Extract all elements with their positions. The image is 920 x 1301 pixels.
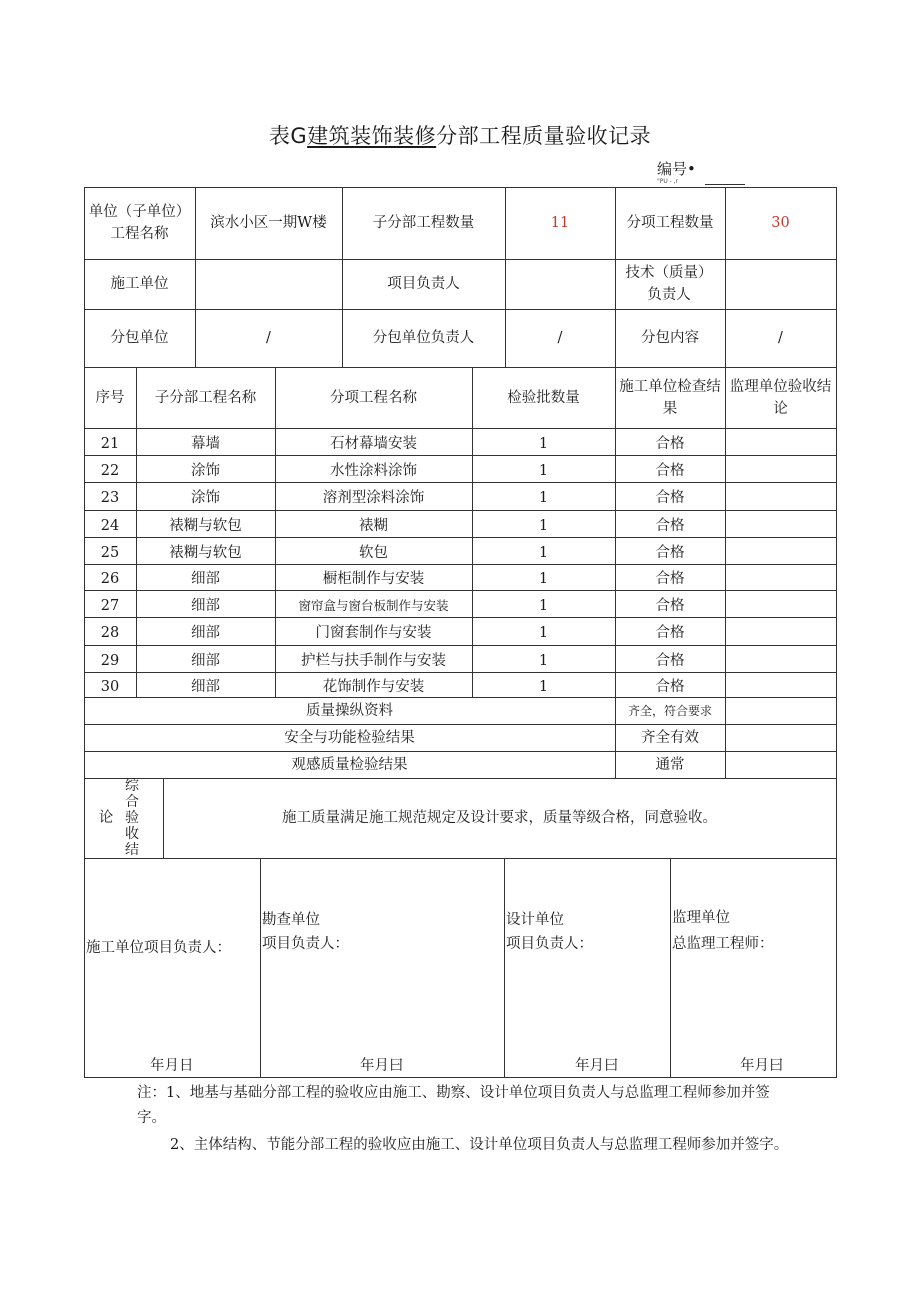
supervision-signature-date: 年月曰 [740, 1058, 784, 1074]
row-number: 21 [100, 435, 120, 452]
row-number: 24 [100, 517, 120, 534]
conclusion-label-char: 结 [125, 842, 139, 858]
note-1-continued: 字。 [137, 1110, 166, 1126]
row-construction-result: 合格 [655, 625, 685, 641]
row-sub-division: 幕墙 [191, 435, 220, 452]
row-item-name: 裱糊 [359, 517, 388, 534]
row-item-name: 门窗套制作与安装 [315, 625, 432, 641]
unit-value: 滨水小区一期W楼 [210, 215, 327, 231]
grid-line-v [836, 187, 837, 1078]
subcontractor-manager-label: 分包单位负责人 [372, 330, 475, 346]
conclusion-text: 施工质量满足施工规范规定及设计要求，质量等级合格，同意验收。 [282, 810, 717, 826]
row-supervision-conclusion [725, 592, 836, 619]
row-sub-division: 裱糊与软包 [169, 517, 242, 534]
row-batch-count: 1 [538, 490, 549, 506]
row-item-name: 石材幕墙安装 [330, 435, 417, 452]
unit-label: 单位（子单位）工程名称 [88, 204, 191, 242]
technical-manager-value [725, 259, 836, 309]
design-pm-label: 项目负责人： [506, 936, 593, 952]
conclusion-label-vertical [120, 778, 144, 858]
row-sub-division: 细部 [191, 625, 220, 641]
row-batch-count: 1 [538, 678, 549, 695]
technical-manager-label: 技术（质量）负责人 [625, 265, 713, 303]
row-number: 22 [100, 462, 120, 479]
title-prefix: 表G [268, 124, 308, 148]
survey-unit-label: 勘查单位 [262, 912, 320, 928]
row-number: 28 [100, 625, 120, 641]
construction-unit-label: 施工单位 [110, 276, 169, 292]
row-sub-division: 细部 [191, 652, 220, 669]
row-batch-count: 1 [538, 462, 549, 479]
design-unit-label: 设计单位 [506, 912, 564, 928]
col-header-sub-division: 子分部工程名称 [154, 389, 257, 406]
col-header-item: 分项工程名称 [330, 389, 417, 406]
row-sub-division: 细部 [191, 597, 220, 614]
conclusion-label-char: 合 [125, 794, 139, 810]
row-item-name: 橱柜制作与安装 [322, 571, 425, 587]
row-supervision-conclusion [725, 674, 836, 699]
row-construction-result: 合格 [655, 517, 685, 534]
grid-line-h [84, 858, 837, 859]
row-supervision-conclusion [725, 566, 836, 592]
item-count-value: 30 [771, 215, 790, 231]
serial-number-line [705, 184, 745, 185]
survey-signature-date: 年月曰 [360, 1058, 404, 1074]
grid-line-h [84, 1077, 837, 1078]
quality-docs-label: 质量操纵资料 [306, 702, 393, 719]
row-supervision-conclusion [725, 430, 836, 457]
col-header-no: 序号 [95, 389, 125, 406]
conclusion-label-char: 收 [125, 826, 139, 842]
row-supervision-conclusion [725, 457, 836, 484]
col-header-supervision-conclusion: 监理单位验收结论 [729, 378, 832, 417]
chief-supervisor-label: 总监理工程师： [672, 936, 774, 952]
title-division: 建筑装饰装修 [307, 124, 437, 148]
note-2: 2、主体结构、节能分部工程的验收应由施工、设计单位项目负责人与总监理工程师参加并签字。 [170, 1137, 789, 1153]
row-construction-result: 合格 [655, 678, 685, 695]
row-construction-result: 合格 [655, 571, 685, 587]
subcontractor-manager-value: / [557, 330, 563, 346]
subcontract-content-label: 分包内容 [641, 330, 699, 346]
subcontract-content-value: / [778, 330, 783, 346]
note-1: 注：1、地基与基础分部工程的验收应由施工、勘察、设计单位项目负责人与总监理工程师参加并签 [137, 1085, 770, 1101]
conclusion-label-side: 论 [98, 810, 114, 826]
row-batch-count: 1 [538, 517, 549, 534]
page-title [0, 120, 920, 150]
row-sub-division: 裱糊与软包 [169, 544, 242, 561]
design-signature-date: 年月曰 [575, 1058, 619, 1074]
row-supervision-conclusion [725, 484, 836, 512]
row-sub-division: 涂饰 [191, 462, 220, 479]
row-number: 29 [100, 652, 120, 669]
row-item-name: 花饰制作与安装 [322, 678, 425, 695]
row-item-name: 溶剂型涂料涂饰 [322, 490, 425, 506]
sub-division-count-label: 子分部工程数量 [372, 215, 475, 231]
col-header-batch-count: 检验批数量 [507, 389, 580, 406]
grid-line-v [260, 858, 261, 1078]
row-sub-division: 细部 [191, 678, 220, 695]
row-number: 27 [100, 597, 120, 614]
conclusion-label-char: 综 [125, 778, 139, 794]
row-supervision-conclusion [725, 647, 836, 674]
project-manager-label: 项目负责人 [387, 276, 460, 292]
construction-signature-label: 施工单位项目负责人： [86, 940, 231, 956]
row-item-name: 软包 [359, 544, 388, 561]
row-supervision-conclusion [725, 619, 836, 647]
row-item-name: 护栏与扶手制作与安装 [301, 652, 446, 669]
construction-signature-date: 年月日 [150, 1058, 194, 1074]
row-batch-count: 1 [538, 435, 549, 452]
subcontractor-label: 分包单位 [110, 330, 169, 346]
sub-division-count-value: 11 [550, 215, 570, 231]
row-construction-result: 合格 [655, 462, 685, 479]
row-batch-count: 1 [538, 571, 549, 587]
row-batch-count: 1 [538, 625, 549, 641]
row-number: 23 [100, 490, 120, 506]
grid-line-v [670, 858, 671, 1078]
subcontractor-value: / [266, 330, 271, 346]
safety-function-result: 齐全有效 [641, 729, 699, 746]
row-sub-division: 涂饰 [191, 490, 220, 506]
row-construction-result: 合格 [655, 652, 685, 669]
supervision-unit-label: 监理单位 [672, 910, 730, 926]
row-number: 30 [100, 678, 120, 695]
row-supervision-conclusion [725, 539, 836, 566]
safety-function-label: 安全与功能检验结果 [284, 729, 415, 746]
construction-unit-value [195, 259, 342, 309]
row-number: 26 [100, 571, 120, 587]
row-number: 25 [100, 544, 120, 561]
serial-number-subscript: "PU - ,r [657, 178, 679, 185]
appearance-quality-label: 观感质量检验结果 [291, 756, 408, 773]
grid-line-v [504, 858, 505, 1078]
conclusion-label-char: 验 [125, 810, 139, 826]
row-construction-result: 合格 [655, 490, 685, 506]
row-batch-count: 1 [538, 597, 549, 614]
title-suffix: 分部工程质量验收记录 [436, 124, 652, 148]
row-item-name: 水性涂料涂饰 [330, 462, 417, 479]
appearance-quality-result: 通常 [655, 756, 685, 773]
col-header-construction-result: 施工单位检查结果 [619, 378, 721, 417]
project-manager-value [505, 259, 615, 309]
item-count-label: 分项工程数量 [626, 215, 714, 231]
quality-docs-result: 齐全，符合要求 [627, 703, 712, 718]
row-supervision-conclusion [725, 512, 836, 539]
survey-pm-label: 项目负责人： [262, 936, 349, 952]
row-construction-result: 合格 [655, 435, 685, 452]
serial-number-label: 编号• [657, 160, 696, 178]
row-item-name: 窗帘盒与窗台板制作与安装 [298, 597, 449, 613]
row-batch-count: 1 [538, 652, 549, 669]
row-batch-count: 1 [538, 544, 549, 561]
row-construction-result: 合格 [655, 597, 685, 614]
row-construction-result: 合格 [655, 544, 685, 561]
row-sub-division: 细部 [191, 571, 220, 587]
